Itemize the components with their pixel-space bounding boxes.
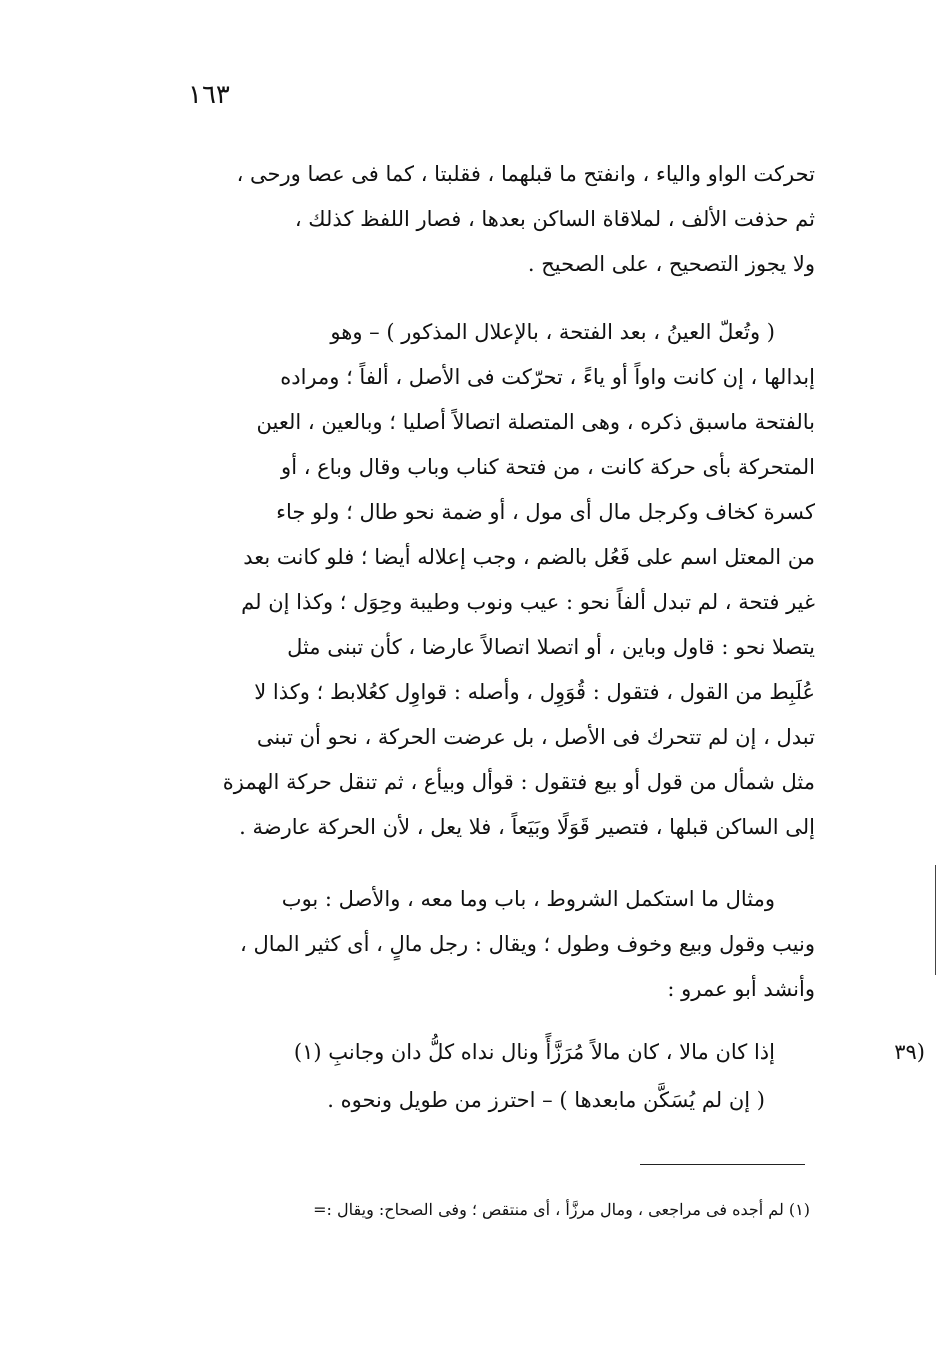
text-line: يتصلا نحو : قاول وباين ، أو اتصلا اتصالاً عارضا ، كأن تبنى مثل	[287, 635, 815, 659]
text-line: وأنشد أبو عمرو :	[667, 977, 815, 1001]
verse-number: (٣٩	[894, 1040, 925, 1064]
commentary-line: ( إن لم يُسَكَّن مابعدها ) – احترز من طويل ونحوه .	[327, 1088, 765, 1112]
text-line: تبدل ، إن لم تتحرك فى الأصل ، بل عرضت الحركة ، نحو أن تبنى	[256, 725, 815, 749]
text-line: ونيب وقول وبيع وخوف وطول ؛ ويقال : رجل مالٍ ، أى كثير المال ،	[240, 932, 815, 956]
text-line: غير فتحة ، لم تبدل ألفاً نحو : عيب ونوب وطيبة وحِوَل ؛ وكذا إن لم	[241, 590, 815, 614]
text-line: المتحركة بأى حركة كانت ، من فتحة كناب وباب وقال وباع ، أو	[281, 455, 815, 479]
text-line: من المعتل اسم على فَعُل بالضم ، وجب إعلاله أيضا ؛ فلو كانت بعد	[243, 545, 815, 569]
text-line: عُلَبِط من القول ، فتقول : قُوَوِل ، وأصله : قواوِل كعُلابط ؛ وكذا لا	[254, 680, 815, 704]
paragraph-example	[165, 877, 815, 1012]
footnote: (١) لم أجده فى مراجعى ، ومال مرزَّأ ، أى منتقص ؛ وفى الصحاح: ويقال :=	[313, 1200, 810, 1219]
paragraph-continuation	[165, 152, 815, 287]
text-line: ( وتُعلّ العينُ ، بعد الفتحة ، بالإعلال المذكور ) – وهو	[330, 320, 775, 344]
text-line: مثل شمأل من قول أو بيع فتقول : قوأل وبيأع ، ثم تنقل حركة الهمزة	[222, 770, 815, 794]
paragraph-main	[165, 310, 815, 850]
text-line: بالفتحة ماسبق ذكره ، وهى المتصلة اتصالاً أصليا ؛ وبالعين ، العين	[256, 410, 815, 434]
scan-edge-mark	[935, 865, 937, 975]
text-line: كسرة كخاف وكرجل مال أى مول ، أو ضمة نحو طال ؛ ولو جاء	[276, 500, 815, 524]
page-number: ١٦٣	[188, 80, 230, 110]
text-line: ثم حذفت الألف ، لملاقاة الساكن بعدها ، فصار اللفظ كذلك ،	[294, 207, 815, 231]
text-line: إبدالها ، إن كانت واواً أو ياءً ، تحرّكت فى الأصل ، ألفاً ؛ ومراده	[280, 365, 815, 389]
text-line: ولا يجوز التصحيح ، على الصحيح .	[527, 252, 815, 276]
text-line: ومثال ما استكمل الشروط ، باب وما معه ، والأصل : بوب	[281, 887, 775, 911]
text-line: تحركت الواو والياء ، وانفتح ما قبلهما ، فقلبتا ، كما فى عصا ورحى ،	[236, 162, 815, 186]
footnote-divider	[640, 1164, 805, 1165]
text-line: إلى الساكن قبلها ، فتصير قَوَلًا وبَيَعاً ، فلا يعل ، لأن الحركة عارضة .	[239, 815, 815, 839]
poetry-verse	[165, 1030, 925, 1074]
verse-text: إذا كان مالا ، كان مالاً مُرَزَّأً ونال نداه كلُّ دان وجانبِ (١)	[293, 1040, 775, 1064]
